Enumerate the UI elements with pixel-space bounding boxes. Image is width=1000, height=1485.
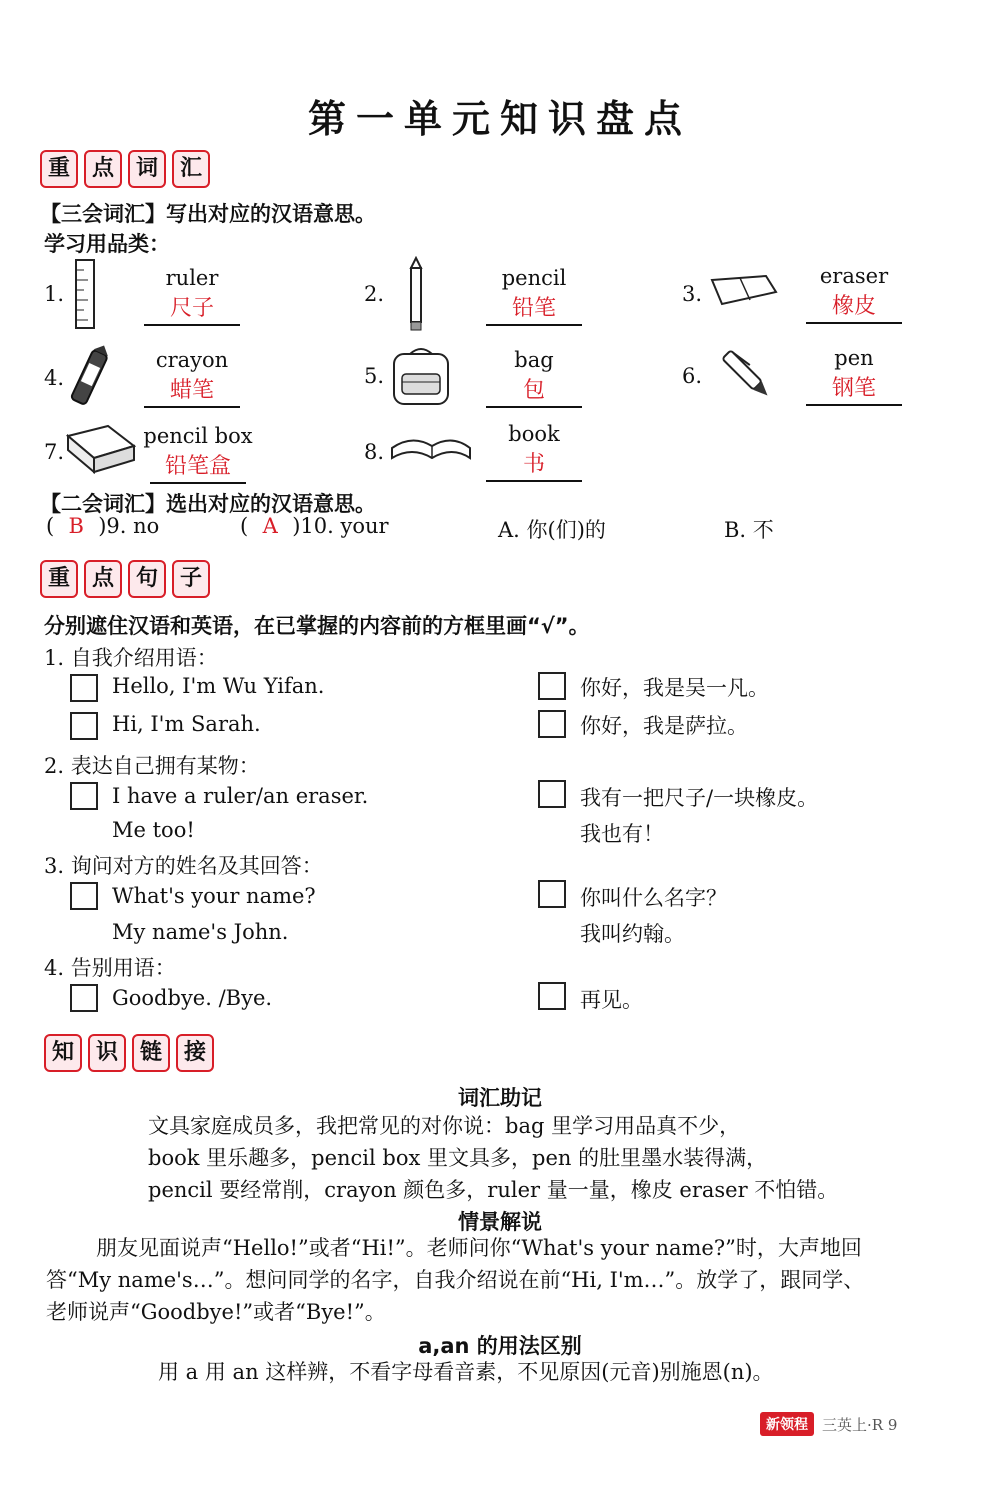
vocab-word: eraser xyxy=(819,264,889,288)
sentence-zh: 我有一把尺子/一块橡皮。 xyxy=(580,786,819,810)
eraser-icon xyxy=(706,274,780,308)
vocab-answer: 铅笔 xyxy=(486,294,582,326)
group-heading: 4. 告别用语： xyxy=(44,956,176,980)
vocab-answer: 钢笔 xyxy=(806,374,902,406)
sentence-en: Hello, I'm Wu Yifan. xyxy=(112,674,325,698)
vocab-answer: 铅笔盒 xyxy=(150,452,246,484)
item-number: 8. xyxy=(364,440,385,464)
pencil-icon xyxy=(406,256,426,332)
sentence-zh: 我叫约翰。 xyxy=(580,922,685,946)
checkbox[interactable] xyxy=(538,780,566,808)
knowledge-line: pencil 要经常削，crayon 颜色多，ruler 量一量，橡皮 eraser 不怕错。 xyxy=(148,1178,839,1202)
sentence-zh: 你好，我是吴一凡。 xyxy=(580,676,769,700)
section-banner-knowledge xyxy=(44,1034,214,1072)
banner-char: 知 xyxy=(44,1034,82,1072)
vocab-word: book xyxy=(508,422,560,446)
knowledge-line: 朋友见面说声“Hello!”或者“Hi!”。老师问你“What's your name?”时，大声地回 xyxy=(96,1236,862,1260)
question-9: ( B )9. no xyxy=(46,514,160,538)
banner-char: 点 xyxy=(84,150,122,188)
sentence-zh: 再见。 xyxy=(580,988,643,1012)
knowledge-line: 答“My name's…”。想问同学的名字，自我介绍说在前“Hi, I'm…”。放学了，跟同学、 xyxy=(46,1268,865,1292)
vocab-word: ruler xyxy=(165,266,219,290)
banner-char: 重 xyxy=(40,150,78,188)
sentence-en: Goodbye. /Bye. xyxy=(112,986,273,1010)
sentence-zh: 我也有！ xyxy=(580,822,664,846)
pencil-box-icon xyxy=(64,422,136,476)
vocab-answer: 橡皮 xyxy=(806,292,902,324)
page-title: 第一单元知识盘点 xyxy=(307,96,692,141)
vocab-word: crayon xyxy=(155,348,229,372)
checkbox[interactable] xyxy=(70,712,98,740)
banner-char: 点 xyxy=(84,560,122,598)
vocab-instruction-2: 【二会词汇】选出对应的汉语意思。 xyxy=(40,492,376,516)
checkbox[interactable] xyxy=(538,710,566,738)
vocab-answer: 书 xyxy=(486,450,582,482)
sentence-en: My name's John. xyxy=(112,920,289,944)
option-a: A. 你(们)的 xyxy=(498,518,606,542)
page-footer xyxy=(760,1412,897,1436)
book-icon xyxy=(388,428,474,466)
checkbox[interactable] xyxy=(538,880,566,908)
item-number: 6. xyxy=(682,364,703,388)
banner-char: 接 xyxy=(176,1034,214,1072)
banner-char: 句 xyxy=(128,560,166,598)
pen-icon xyxy=(716,344,778,406)
banner-char: 链 xyxy=(132,1034,170,1072)
sentence-en: Me too! xyxy=(112,818,195,842)
item-number: 5. xyxy=(364,364,385,388)
vocab-word: bag xyxy=(514,348,554,372)
knowledge-heading: a,an 的用法区别 xyxy=(418,1334,582,1358)
checkbox[interactable] xyxy=(70,782,98,810)
answer-mark: B xyxy=(68,514,84,538)
banner-char: 汇 xyxy=(172,150,210,188)
vocab-word: pencil xyxy=(501,266,567,290)
bag-icon xyxy=(388,344,454,408)
group-heading: 2. 表达自己拥有某物： xyxy=(44,754,260,778)
knowledge-line: book 里乐趣多，pencil box 里文具多，pen 的肚里墨水装得满， xyxy=(148,1146,768,1170)
sentences-instruction: 分别遮住汉语和英语，在已掌握的内容前的方框里画“√”。 xyxy=(44,614,590,638)
knowledge-heading: 情景解说 xyxy=(458,1210,542,1234)
vocab-answer: 蜡笔 xyxy=(144,376,240,408)
banner-char: 词 xyxy=(128,150,166,188)
vocab-instruction-1: 【三会词汇】写出对应的汉语意思。 xyxy=(40,202,376,226)
knowledge-line: 老师说声“Goodbye!”或者“Bye!”。 xyxy=(46,1300,386,1324)
checkbox[interactable] xyxy=(538,672,566,700)
item-number: 7. xyxy=(44,440,65,464)
checkbox[interactable] xyxy=(70,984,98,1012)
vocab-word: pencil box xyxy=(143,424,253,448)
group-heading: 3. 询问对方的姓名及其回答： xyxy=(44,854,323,878)
answer-mark: A xyxy=(262,514,278,538)
item-number: 1. xyxy=(44,282,65,306)
banner-char: 重 xyxy=(40,560,78,598)
checkbox[interactable] xyxy=(70,882,98,910)
banner-char: 子 xyxy=(172,560,210,598)
knowledge-heading: 词汇助记 xyxy=(458,1086,542,1110)
brand-badge: 新领程 xyxy=(760,1412,814,1436)
item-number: 4. xyxy=(44,366,65,390)
question-10: ( A )10. your xyxy=(240,514,389,538)
vocab-answer: 包 xyxy=(486,376,582,408)
sentence-zh: 你好，我是萨拉。 xyxy=(580,714,748,738)
sentence-zh: 你叫什么名字？ xyxy=(580,886,727,910)
vocab-word: pen xyxy=(834,346,874,370)
crayon-icon xyxy=(66,342,110,418)
knowledge-line: 用 a 用 an 这样辨，不看字母看音素，不见原因(元音)别施恩(n)。 xyxy=(158,1360,774,1384)
sentence-en: I have a ruler/an eraser. xyxy=(112,784,369,808)
item-number: 3. xyxy=(682,282,703,306)
option-b: B. 不 xyxy=(724,518,774,542)
ruler-icon xyxy=(74,258,98,330)
section-banner-sentences xyxy=(40,560,210,598)
sentence-en: What's your name? xyxy=(112,884,316,908)
vocab-answer: 尺子 xyxy=(144,294,240,326)
item-number: 2. xyxy=(364,282,385,306)
group-heading: 1. 自我介绍用语： xyxy=(44,646,218,670)
vocab-category: 学习用品类： xyxy=(44,232,170,256)
checkbox[interactable] xyxy=(70,674,98,702)
section-banner-vocab xyxy=(40,150,210,188)
page-number: 三英上·R 9 xyxy=(822,1415,898,1434)
sentence-en: Hi, I'm Sarah. xyxy=(112,712,261,736)
banner-char: 识 xyxy=(88,1034,126,1072)
checkbox[interactable] xyxy=(538,982,566,1010)
knowledge-line: 文具家庭成员多，我把常见的对你说：bag 里学习用品真不少， xyxy=(148,1114,741,1138)
